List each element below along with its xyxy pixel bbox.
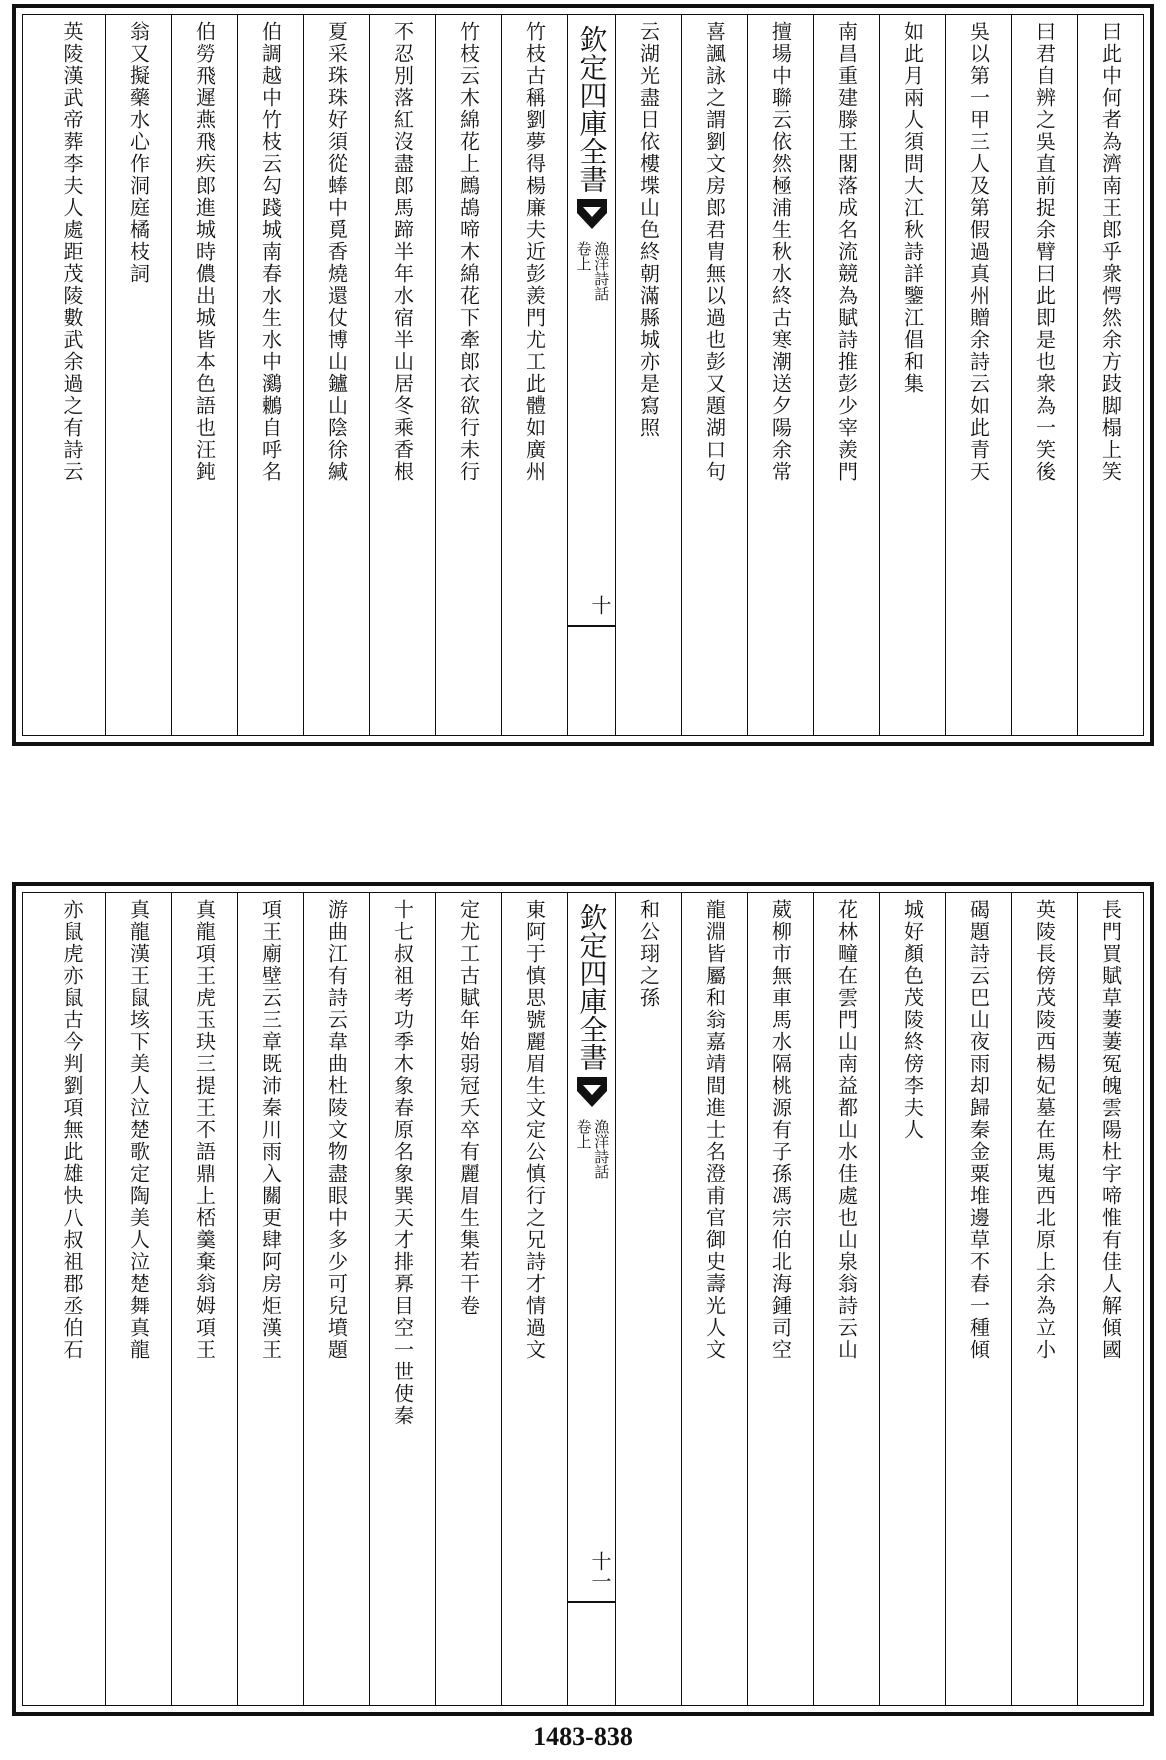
book-title: 漁洋詩話 <box>592 1119 611 1179</box>
leaf-number: 十一 <box>588 1551 612 1591</box>
page-footer-number: 1483-838 <box>533 1722 633 1751</box>
gutter-subtitle <box>575 1119 609 1179</box>
column-text: 龍淵皆屬和翁嘉靖間進士名澄甫官御史壽光人文 <box>702 899 727 1361</box>
text-column <box>615 893 681 1705</box>
column-text: 翁又擬藥水心作洞庭橘枝詞 <box>126 21 151 285</box>
column-text: 葳柳市無車馬水隔桃源有子孫馮宗伯北海鍾司空 <box>768 899 793 1361</box>
column-text: 和公珝之孫 <box>636 899 661 1009</box>
library-title: 欽定四庫全書 <box>575 903 609 1071</box>
text-column <box>369 15 435 735</box>
leaf-number: 十 <box>588 595 612 615</box>
center-gutter <box>567 893 615 1705</box>
page-top <box>12 4 1154 746</box>
text-column <box>501 15 567 735</box>
volume-label: 卷上 <box>574 1119 593 1149</box>
text-column <box>945 893 1011 1705</box>
text-column <box>171 893 237 1705</box>
text-column <box>369 893 435 1705</box>
text-column <box>945 15 1011 735</box>
text-column <box>681 15 747 735</box>
text-column <box>747 15 813 735</box>
column-text: 碣題詩云巴山夜雨却歸秦金粟堆邊草不春一種傾 <box>966 899 991 1361</box>
column-text: 英陵漢武帝葬李夫人處距茂陵數武余過之有詩云 <box>60 21 84 483</box>
text-column <box>303 893 369 1705</box>
text-column <box>171 15 237 735</box>
library-title: 欽定四庫全書 <box>575 25 609 193</box>
column-text: 花林疃在雲門山南益都山水佳處也山泉翁詩云山 <box>834 899 859 1361</box>
leaf-rule <box>568 1601 615 1603</box>
text-column <box>1077 15 1143 735</box>
column-text: 英陵長傍茂陵西楊妃墓在馬嵬西北原上余為立小 <box>1032 899 1057 1361</box>
column-text: 定尤工古賦年始弱冠夭卒有麗眉生集若干卷 <box>456 899 481 1317</box>
column-text: 喜諷詠之謂劉文房郎君胄無以過也彭又題湖口句 <box>702 21 727 483</box>
text-column <box>813 15 879 735</box>
page-top-frame <box>22 14 1144 736</box>
text-column <box>879 893 945 1705</box>
page-bottom <box>12 882 1154 1716</box>
fish-tail-mark-icon <box>577 199 607 233</box>
column-text: 城好顏色茂陵終傍李夫人 <box>900 899 925 1141</box>
column-text: 不忍別落紅沒盡郎馬蹄半年水宿半山居冬乘香根 <box>390 21 415 483</box>
column-text: 項王廟壁云三章既沛秦川雨入關更肆阿房炬漢王 <box>258 899 283 1361</box>
gutter-subtitle <box>575 241 609 301</box>
text-column <box>39 893 105 1705</box>
column-text: 擅場中聯云依然極浦生秋水終古寒潮送夕陽余常 <box>768 21 793 483</box>
text-column <box>39 15 105 735</box>
text-column <box>105 893 171 1705</box>
text-column <box>615 15 681 735</box>
text-column <box>237 15 303 735</box>
text-column <box>435 893 501 1705</box>
column-text: 長門買賦草萋萋冤魄雲陽杜宇啼惟有佳人解傾國 <box>1098 899 1123 1361</box>
column-text: 伯調越中竹枝云勾踐城南春水生水中鸂鶒自呼名 <box>258 21 283 483</box>
text-column <box>1011 893 1077 1705</box>
text-column <box>237 893 303 1705</box>
volume-label: 卷上 <box>574 241 593 271</box>
text-column <box>1077 893 1143 1705</box>
column-text: 真龍項王虎玉玦三提王不語鼎上桮羹棄翁姆項王 <box>192 899 217 1361</box>
column-text: 夏采珠珠好須從蜯中覓香燒還仗博山鑪山陰徐緘 <box>324 21 349 483</box>
page-bottom-frame <box>22 892 1144 1706</box>
column-text: 游曲江有詩云韋曲杜陵文物盡眼中多少可兒墳題 <box>324 899 349 1361</box>
column-text: 南昌重建滕王閣落成名流競為賦詩推彭少宰羨門 <box>834 21 859 483</box>
column-text: 伯勞飛遲燕飛疾郎進城時儂出城皆本色語也汪鈍 <box>192 21 217 483</box>
column-text: 吳以第一甲三人及第假過真州贈余詩云如此青天 <box>966 21 991 483</box>
column-text: 曰君自辨之吳直前捉余臂曰此即是也衆為一笑後 <box>1032 21 1057 483</box>
leaf-rule <box>568 625 615 627</box>
text-column <box>303 15 369 735</box>
column-text: 如此月兩人須問大江秋詩詳鑒江倡和集 <box>900 21 925 395</box>
column-text: 竹枝云木綿花上鷓鴣啼木綿花下牽郎衣欲行未行 <box>456 21 481 483</box>
column-text: 十七叔祖考功季木象春原名象巽天才排奡目空一世使秦 <box>390 899 415 1427</box>
text-column <box>747 893 813 1705</box>
column-text: 曰此中何者為濟南王郎乎衆愕然余方跂脚榻上笑 <box>1098 21 1123 483</box>
text-column <box>813 893 879 1705</box>
text-column <box>105 15 171 735</box>
text-column <box>681 893 747 1705</box>
book-title: 漁洋詩話 <box>592 241 611 301</box>
text-column <box>879 15 945 735</box>
column-text: 云湖光盡日依樓堞山色終朝滿縣城亦是寫照 <box>636 21 661 439</box>
center-gutter <box>567 15 615 735</box>
column-text: 東阿于慎思號麗眉生文定公慎行之兄詩才情過文 <box>522 899 547 1361</box>
text-column <box>435 15 501 735</box>
text-column <box>501 893 567 1705</box>
fish-tail-mark-icon <box>577 1077 607 1111</box>
column-text: 亦鼠虎亦鼠古今判劉項無此雄快八叔祖郡丞伯石 <box>60 899 84 1361</box>
text-column <box>1011 15 1077 735</box>
column-text: 真龍漢王鼠垓下美人泣楚歌定陶美人泣楚舞真龍 <box>126 899 151 1361</box>
column-text: 竹枝古稱劉夢得楊廉夫近彭羨門尤工此體如廣州 <box>522 21 547 483</box>
